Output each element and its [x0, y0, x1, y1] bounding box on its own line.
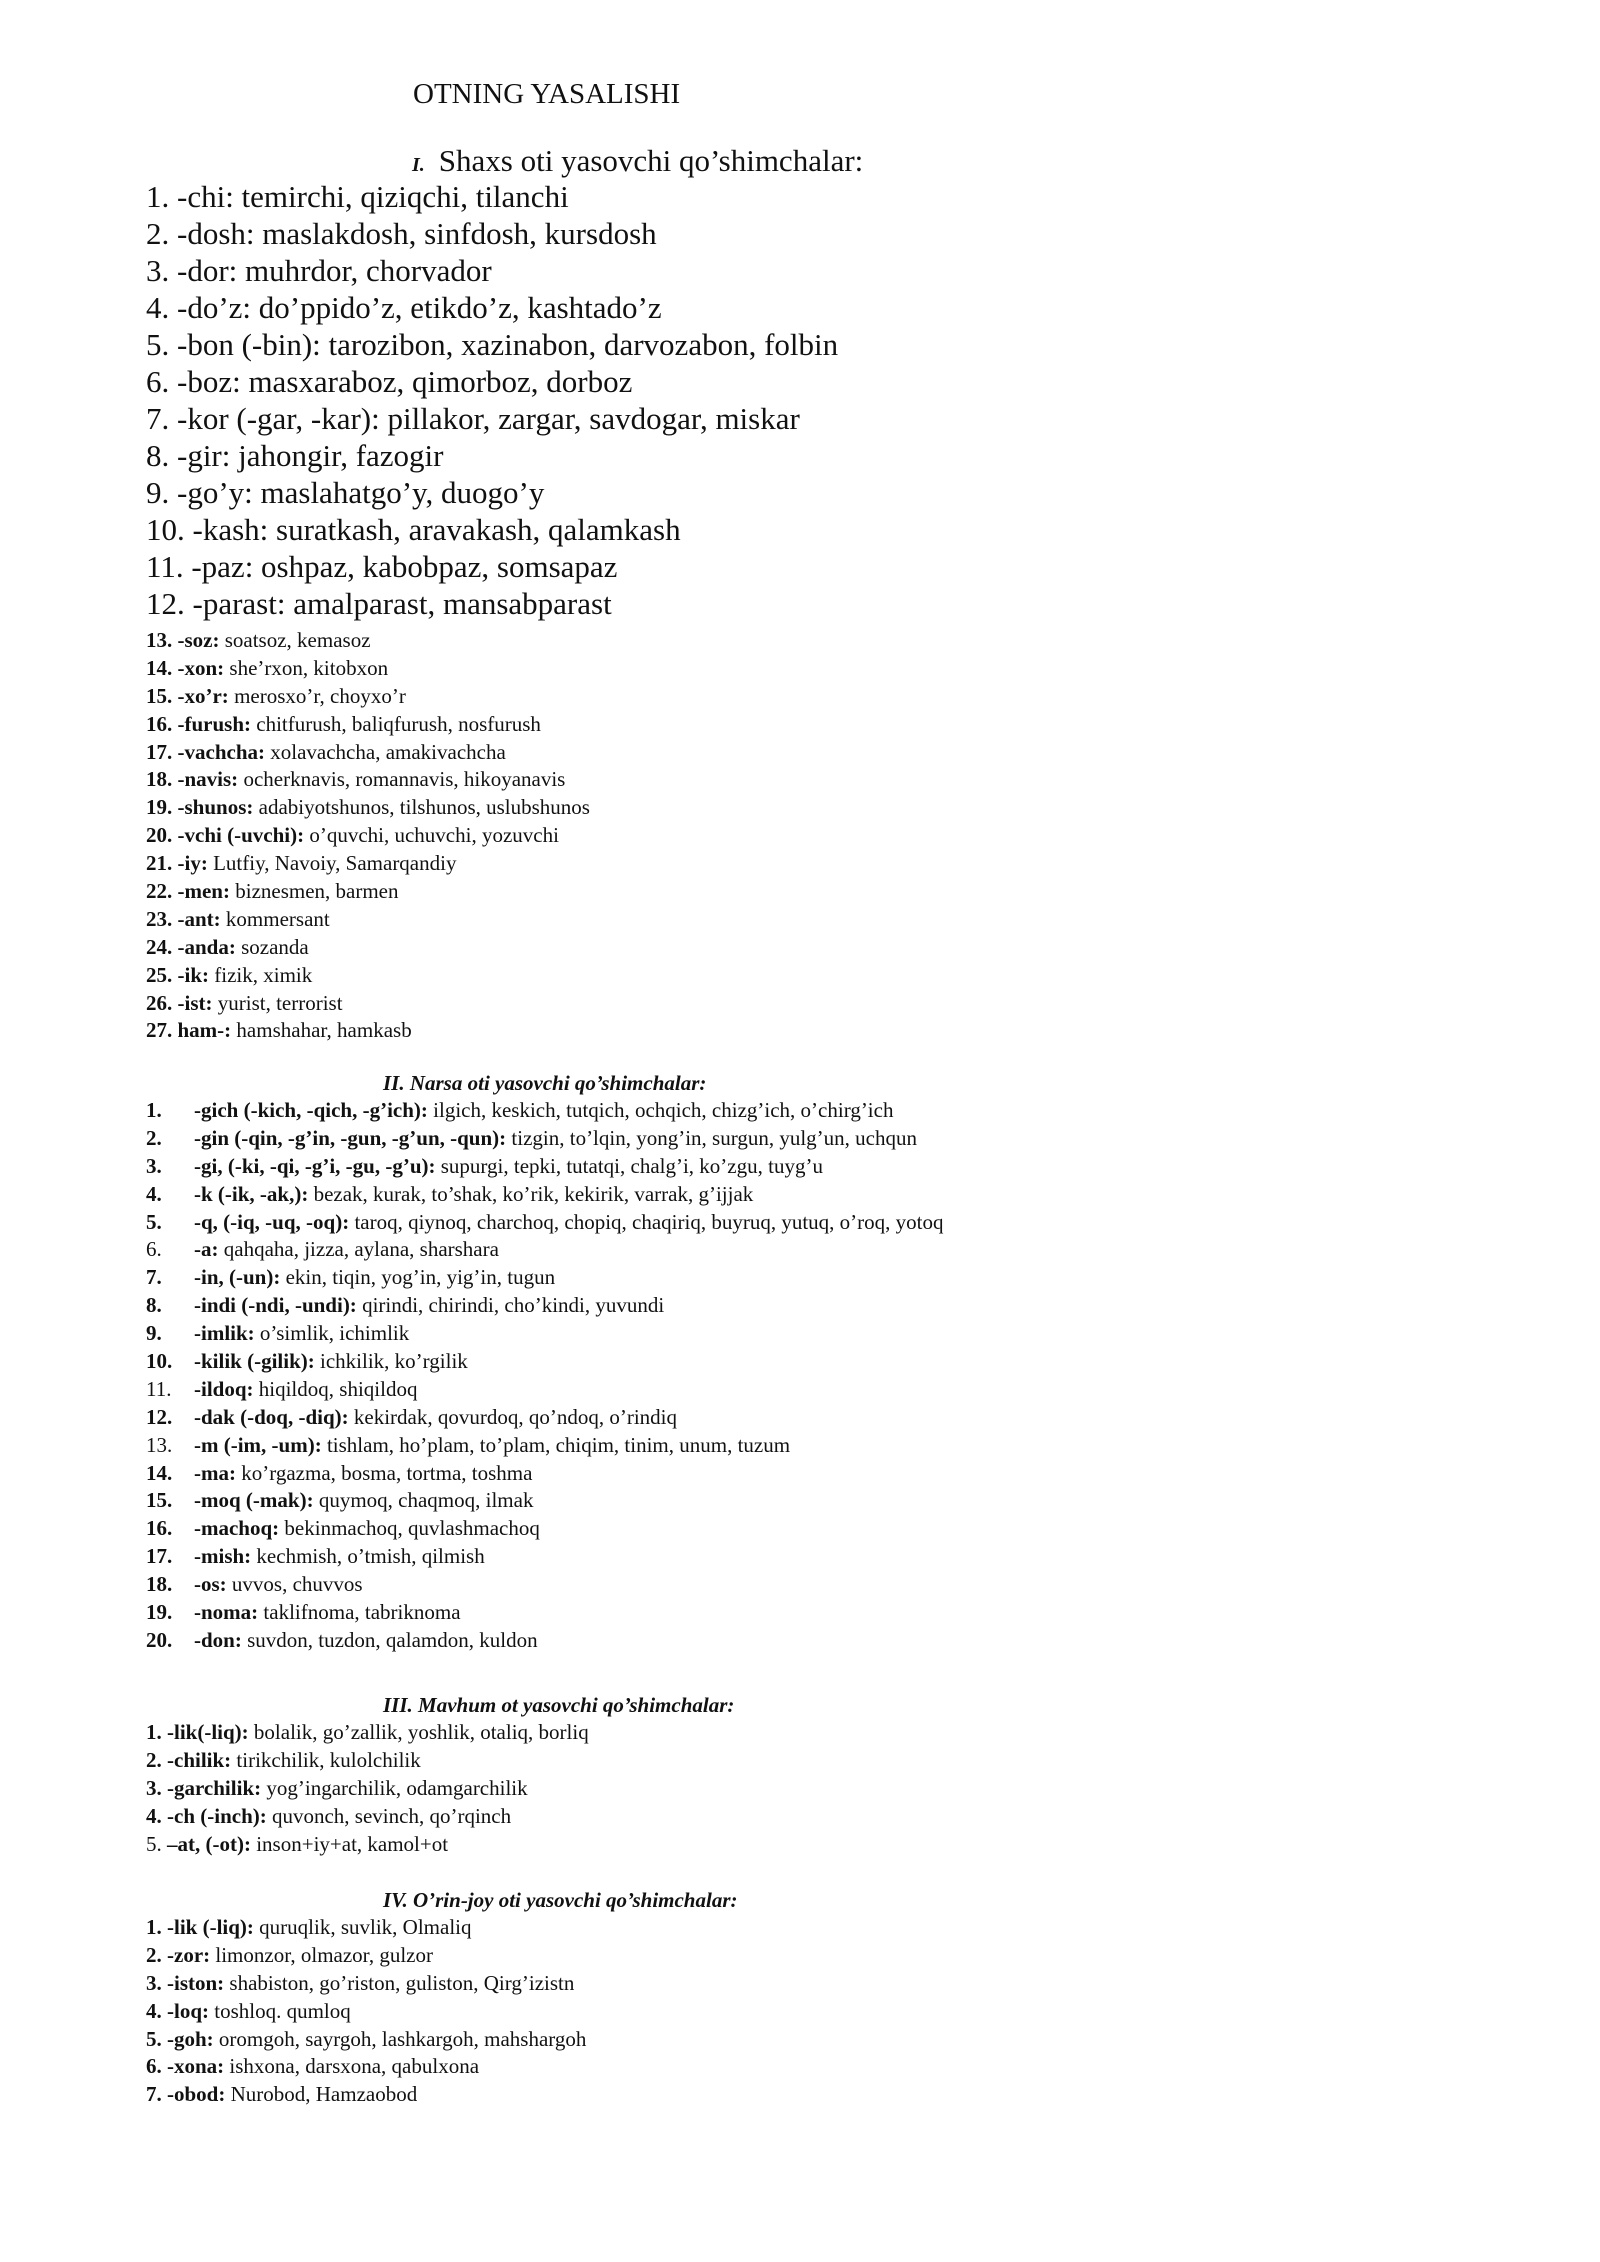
section-4-heading: IV. O’rin-joy oti yasovchi qo’shimchalar: [383, 1888, 738, 1912]
list-item [146, 655, 590, 683]
suffix-label: -in, (-un): [194, 1265, 281, 1290]
examples-text: o’simlik, ichimlik [254, 1321, 410, 1346]
list-item [146, 1348, 943, 1376]
suffix-label: 16. -furush: [146, 711, 252, 736]
examples-text: biznesmen, barmen [229, 879, 399, 904]
list-item [146, 962, 590, 990]
item-number: 1. [146, 1720, 162, 1744]
suffix-label: -xona: [161, 2054, 225, 2079]
examples-text: ekin, tiqin, yog’in, yig’in, tugun [280, 1265, 556, 1290]
list-item: 2. -dosh: maslakdosh, sinfdosh, kursdosh [146, 216, 657, 251]
item-number: 16. [146, 1516, 173, 1541]
examples-text: bolalik, go’zallik, yoshlik, otaliq, borliq [248, 1720, 589, 1744]
examples-text: bekinmachoq, quvlashmachoq [279, 1516, 540, 1541]
list-item [146, 2053, 586, 2081]
suffix-label: 17. -vachcha: [146, 739, 265, 764]
examples-text: tishlam, ho’plam, to’plam, chiqim, tinim, unum, tuzum [321, 1432, 791, 1457]
item-number: 10. [146, 1349, 173, 1374]
examples-text: hiqildoq, shiqildoq [253, 1376, 418, 1401]
examples-text: qirindi, chirindi, cho’kindi, yuvundi [356, 1293, 665, 1318]
list-item [146, 1487, 943, 1515]
suffix-label: -dak (-doq, -diq): [194, 1404, 349, 1429]
examples-text: ilgich, keskich, tutqich, ochqich, chizg’ich, o’chirg’ich [427, 1098, 894, 1122]
item-number: 15. [146, 1488, 173, 1513]
examples-text: Nurobod, Hamzaobod [225, 2082, 418, 2107]
list-item [146, 850, 590, 878]
item-number: 13. [146, 1432, 173, 1457]
examples-text: quruqlik, suvlik, Olmaliq [253, 1915, 472, 1939]
list-item [146, 1292, 943, 1320]
section-1-heading-text: Shaxs oti yasovchi qo’shimchalar: [438, 143, 864, 178]
item-number: 2. [146, 1125, 162, 1150]
examples-text: inson+iy+at, kamol+ot [250, 1831, 449, 1856]
suffix-label: -iston: [161, 1970, 225, 1995]
suffix-label: -don: [194, 1627, 242, 1652]
suffix-label: 18. -navis: [146, 767, 239, 792]
item-number: 7. [146, 2082, 162, 2107]
list-item [146, 1775, 589, 1803]
list-item [146, 1719, 589, 1747]
suffix-label: -indi (-ndi, -undi): [194, 1293, 357, 1318]
item-number: 2. [146, 1942, 162, 1967]
list-item: 9. -go’y: maslahatgo’y, duogo’y [146, 475, 545, 510]
suffix-label: -zor: [161, 1942, 211, 1967]
examples-text: she’rxon, kitobxon [224, 655, 389, 680]
examples-text: merosxo’r, choyxo’r [228, 683, 406, 708]
item-number: 17. [146, 1544, 173, 1569]
list-item: 12. -parast: amalparast, mansabparast [146, 586, 612, 621]
suffix-label: -machoq: [194, 1516, 280, 1541]
section-3-list [146, 1719, 589, 1858]
suffix-label: 23. -ant: [146, 906, 221, 931]
examples-text: suvdon, tuzdon, qalamdon, kuldon [241, 1627, 538, 1652]
list-item [146, 878, 590, 906]
suffix-label: 26. -ist: [146, 990, 213, 1015]
list-item [146, 1153, 943, 1181]
list-item [146, 934, 590, 962]
suffix-label: 14. -xon: [146, 655, 225, 680]
list-item [146, 1264, 943, 1292]
examples-text: yurist, terrorist [212, 990, 343, 1015]
examples-text: adabiyotshunos, tilshunos, uslubshunos [253, 795, 590, 820]
suffix-label: 19. -shunos: [146, 795, 254, 820]
examples-text: sozanda [235, 934, 309, 959]
section-4-list [146, 1914, 586, 2109]
examples-text: limonzor, olmazor, gulzor [210, 1942, 433, 1967]
suffix-label: –at, (-ot): [161, 1831, 251, 1856]
examples-text: toshloq. qumloq [209, 1998, 351, 2023]
examples-text: Lutfiy, Navoiy, Samarqandiy [207, 851, 457, 876]
item-number: 14. [146, 1460, 173, 1485]
suffix-label: -garchilik: [161, 1775, 262, 1800]
suffix-label: -moq (-mak): [194, 1488, 314, 1513]
suffix-label: -obod: [161, 2082, 226, 2107]
section-2-heading: II. Narsa oti yasovchi qo’shimchalar: [383, 1071, 707, 1095]
suffix-label: -k (-ik, -ak,): [194, 1181, 309, 1206]
examples-text: ishxona, darsxona, qabulxona [224, 2054, 480, 2079]
list-item [146, 1803, 589, 1831]
item-number: 5. [146, 1831, 162, 1856]
list-item [146, 2081, 586, 2109]
list-item [146, 683, 590, 711]
section-3-heading: III. Mavhum ot yasovchi qo’shimchalar: [383, 1693, 735, 1717]
suffix-label: 27. ham-: [146, 1018, 232, 1043]
examples-text: kechmish, o’tmish, qilmish [251, 1544, 485, 1569]
suffix-label: 15. -xo’r: [146, 683, 229, 708]
list-item [146, 794, 590, 822]
list-item [146, 739, 590, 767]
list-item [146, 1515, 943, 1543]
examples-text: quymoq, chaqmoq, ilmak [313, 1488, 534, 1513]
examples-text: quvonch, sevinch, qo’rqinch [266, 1803, 512, 1828]
suffix-label: 13. -soz: [146, 628, 220, 652]
suffix-label: -gin (-qin, -g’in, -gun, -g’un, -qun): [194, 1125, 507, 1150]
examples-text: taklifnoma, tabriknoma [258, 1600, 461, 1625]
item-number: 9. [146, 1321, 162, 1346]
list-item: 6. -boz: masxaraboz, qimorboz, dorboz [146, 364, 633, 399]
section-1-small-list [146, 627, 590, 1045]
suffix-label: -gich (-kich, -qich, -g’ich): [194, 1098, 428, 1122]
suffix-label: -mish: [194, 1544, 252, 1569]
list-item: 11. -paz: oshpaz, kabobpaz, somsapaz [146, 549, 618, 584]
list-item: 1. -chi: temirchi, qiziqchi, tilanchi [146, 179, 569, 214]
list-item [146, 1125, 943, 1153]
list-item [146, 1432, 943, 1460]
examples-text: taroq, qiynoq, charchoq, chopiq, chaqiriq, buyruq, yutuq, o’roq, yotoq [349, 1209, 944, 1234]
list-item [146, 1970, 586, 1998]
list-item [146, 1747, 589, 1775]
list-item [146, 990, 590, 1018]
item-number: 2. [146, 1747, 162, 1772]
list-item [146, 1320, 943, 1348]
examples-text: xolavachcha, amakivachcha [265, 739, 506, 764]
suffix-label: -m (-im, -um): [194, 1432, 322, 1457]
examples-text: kommersant [220, 906, 330, 931]
examples-text: ocherknavis, romannavis, hikoyanavis [238, 767, 566, 792]
item-number: 18. [146, 1572, 173, 1597]
item-number: 4. [146, 1181, 162, 1206]
section-1-large-list [146, 178, 838, 622]
item-number: 11. [146, 1376, 172, 1401]
list-item [146, 1404, 943, 1432]
list-item [146, 1571, 943, 1599]
suffix-label: -goh: [161, 2026, 214, 2051]
suffix-label: -lik(-liq): [161, 1720, 249, 1744]
examples-text: ko’rgazma, bosma, tortma, toshma [235, 1460, 533, 1485]
examples-text: tirikchilik, kulolchilik [231, 1747, 421, 1772]
examples-text: tizgin, to’lqin, yong’in, surgun, yulg’un, uchqun [506, 1125, 917, 1150]
list-item: 10. -kash: suratkash, aravakash, qalamkash [146, 512, 681, 547]
item-number: 3. [146, 1775, 162, 1800]
list-item [146, 1376, 943, 1404]
list-item: 5. -bon (-bin): tarozibon, xazinabon, darvozabon, folbin [146, 327, 839, 362]
list-item: 8. -gir: jahongir, fazogir [146, 438, 444, 473]
item-number: 1. [146, 1915, 162, 1939]
item-number: 4. [146, 1998, 162, 2023]
list-item [146, 1017, 590, 1045]
list-item: 7. -kor (-gar, -kar): pillakor, zargar, savdogar, miskar [146, 401, 800, 436]
suffix-label: -lik (-liq): [161, 1915, 254, 1939]
suffix-label: 24. -anda: [146, 934, 236, 959]
item-number: 5. [146, 2026, 162, 2051]
list-item [146, 1831, 589, 1859]
document-title: OTNING YASALISHI [413, 78, 681, 110]
examples-text: o’quvchi, uchuvchi, yozuvchi [304, 823, 559, 848]
examples-text: fizik, ximik [209, 962, 313, 987]
item-number: 5. [146, 1209, 162, 1234]
item-number: 6. [146, 2054, 162, 2079]
list-item [146, 1181, 943, 1209]
suffix-label: 20. -vchi (-uvchi): [146, 823, 305, 848]
list-item [146, 1914, 586, 1942]
suffix-label: -q, (-iq, -uq, -oq): [194, 1209, 350, 1234]
item-number: 1. [146, 1098, 162, 1122]
suffix-label: -noma: [194, 1600, 259, 1625]
list-item [146, 711, 590, 739]
list-item [146, 2026, 586, 2054]
list-item [146, 1627, 943, 1655]
item-number: 20. [146, 1627, 173, 1652]
examples-text: qahqaha, jizza, aylana, sharshara [218, 1237, 499, 1262]
examples-text: hamshahar, hamkasb [231, 1018, 412, 1043]
examples-text: chitfurush, baliqfurush, nosfurush [251, 711, 541, 736]
suffix-label: 22. -men: [146, 879, 230, 904]
suffix-label: -chilik: [161, 1747, 232, 1772]
suffix-label: -kilik (-gilik): [194, 1349, 315, 1374]
list-item: 4. -do’z: do’ppido’z, etikdo’z, kashtado’z [146, 290, 662, 325]
list-item [146, 1209, 943, 1237]
examples-text: yog’ingarchilik, odamgarchilik [261, 1775, 528, 1800]
list-item [146, 822, 590, 850]
item-number: 3. [146, 1970, 162, 1995]
suffix-label: -ch (-inch): [161, 1803, 267, 1828]
examples-text: uvvos, chuvvos [226, 1572, 363, 1597]
list-item [146, 1097, 943, 1125]
suffix-label: -a: [194, 1237, 219, 1262]
item-number: 3. [146, 1153, 162, 1178]
examples-text: kekirdak, qovurdoq, qo’ndoq, o’rindiq [348, 1404, 677, 1429]
item-number: 8. [146, 1293, 162, 1318]
suffix-label: -gi, (-ki, -qi, -g’i, -gu, -g’u): [194, 1153, 436, 1178]
list-item [146, 627, 590, 655]
suffix-label: -ma: [194, 1460, 236, 1485]
examples-text: soatsoz, kemasoz [219, 628, 371, 652]
list-item [146, 1942, 586, 1970]
list-item [146, 766, 590, 794]
list-item [146, 1998, 586, 2026]
item-number: 4. [146, 1803, 162, 1828]
item-number: 12. [146, 1404, 173, 1429]
list-item [146, 1599, 943, 1627]
list-item [146, 906, 590, 934]
suffix-label: -ildoq: [194, 1376, 254, 1401]
examples-text: ichkilik, ko’rgilik [314, 1349, 468, 1374]
item-number: 7. [146, 1265, 162, 1290]
item-number: 19. [146, 1600, 173, 1625]
suffix-label: -imlik: [194, 1321, 255, 1346]
section-2-list [146, 1097, 943, 1655]
suffix-label: -loq: [161, 1998, 209, 2023]
suffix-label: 21. -iy: [146, 851, 208, 876]
examples-text: oromgoh, sayrgoh, lashkargoh, mahshargoh [213, 2026, 587, 2051]
suffix-label: 25. -ik: [146, 962, 209, 987]
suffix-label: -os: [194, 1572, 227, 1597]
item-number: 6. [146, 1237, 162, 1262]
list-item: 3. -dor: muhrdor, chorvador [146, 253, 492, 288]
section-1-roman-numeral: I. [412, 154, 425, 176]
examples-text: supurgi, tepki, tutatqi, chalg’i, ko’zgu, tuyg’u [435, 1153, 823, 1178]
examples-text: bezak, kurak, to’shak, ko’rik, kekirik, varrak, g’ijjak [308, 1181, 754, 1206]
examples-text: shabiston, go’riston, guliston, Qirg’izistn [224, 1970, 575, 1995]
list-item [146, 1460, 943, 1488]
list-item [146, 1543, 943, 1571]
list-item [146, 1236, 943, 1264]
